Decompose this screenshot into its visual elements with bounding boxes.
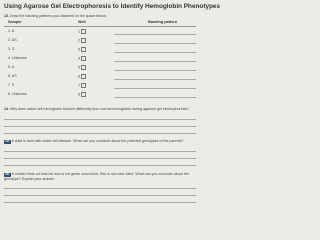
column-header-well: Well xyxy=(78,20,86,24)
well-box-icon xyxy=(81,38,86,43)
answer-line[interactable] xyxy=(4,133,196,134)
well-number: 3 xyxy=(78,47,80,52)
sample-label: 1. A xyxy=(8,29,15,33)
question-14 xyxy=(4,107,196,111)
question-13-number: 13. xyxy=(4,14,9,18)
question-16-text: A mother finds out that her son is not green color-blind. She is not color-blind. What can you conclude about her genotype? Explain your answer. xyxy=(4,172,189,181)
well-box-icon xyxy=(81,56,86,61)
well-label xyxy=(78,29,86,34)
sample-label: 7. S xyxy=(8,83,15,87)
answer-line[interactable] xyxy=(4,165,196,166)
answer-line[interactable] xyxy=(4,151,196,152)
well-label xyxy=(78,83,86,88)
table-row xyxy=(0,37,200,46)
banding-answer-line xyxy=(114,34,196,35)
well-number: 7 xyxy=(78,83,80,88)
banding-answer-line xyxy=(114,43,196,44)
page-title: Using Agarose Gel Electrophoresis to Identify Hemoglobin Phenotypes xyxy=(4,3,221,10)
table-row xyxy=(0,91,200,100)
sample-label: 4. Unknown xyxy=(8,56,27,60)
question-15 xyxy=(4,139,196,144)
well-number: 5 xyxy=(78,65,80,70)
answer-line[interactable] xyxy=(4,158,196,159)
well-box-icon xyxy=(81,92,86,97)
well-box-icon xyxy=(81,83,86,88)
well-label xyxy=(78,38,86,43)
question-13 xyxy=(4,14,107,18)
banding-answer-line xyxy=(114,79,196,80)
well-number: 1 xyxy=(78,29,80,34)
question-16-number: 16. xyxy=(5,172,10,176)
banding-answer-line xyxy=(114,52,196,53)
question-14-number: 14. xyxy=(4,107,9,111)
well-number: 4 xyxy=(78,56,80,61)
well-box-icon xyxy=(81,74,86,79)
banding-answer-line xyxy=(114,70,196,71)
question-15-number: 15. xyxy=(5,139,10,143)
column-header-banding-pattern: Banding pattern xyxy=(148,20,178,24)
question-13-text: Draw the banding patterns you obtained on the space below. xyxy=(10,14,107,18)
question-14-text: Why does sickle cell hemoglobin behave differently from normal hemoglobin during agarose gel electrophoresis? xyxy=(10,107,190,111)
answer-line[interactable] xyxy=(4,119,196,120)
well-label xyxy=(78,74,86,79)
column-header-sample: Sample xyxy=(8,20,22,24)
sample-label: 6. AS xyxy=(8,74,17,78)
answer-line[interactable] xyxy=(4,202,196,203)
banding-answer-line xyxy=(114,61,196,62)
table-row xyxy=(0,82,200,91)
well-label xyxy=(78,56,86,61)
banding-answer-line xyxy=(114,97,196,98)
table-row xyxy=(0,55,200,64)
well-box-icon xyxy=(81,29,86,34)
sample-label: 8. Unknown xyxy=(8,92,27,96)
answer-line[interactable] xyxy=(4,188,196,189)
sample-label: 5. A xyxy=(8,65,15,69)
well-label xyxy=(78,92,86,97)
question-15-text: A child is born with sickle cell disease. What can you conclude about the potential genotypes of the parents? xyxy=(11,139,184,143)
sample-label: 2. AS xyxy=(8,38,17,42)
table-row xyxy=(0,73,200,82)
question-16 xyxy=(4,172,196,181)
table-row xyxy=(0,28,200,37)
answer-line[interactable] xyxy=(4,126,196,127)
table-row xyxy=(0,64,200,73)
well-number: 2 xyxy=(78,38,80,43)
well-box-icon xyxy=(81,47,86,52)
banding-answer-line xyxy=(114,88,196,89)
well-number: 6 xyxy=(78,74,80,79)
well-box-icon xyxy=(81,65,86,70)
header-divider xyxy=(4,26,196,27)
well-label xyxy=(78,47,86,52)
well-number: 8 xyxy=(78,92,80,97)
table-row xyxy=(0,46,200,55)
well-label xyxy=(78,65,86,70)
answer-line[interactable] xyxy=(4,195,196,196)
sample-label: 3. S xyxy=(8,47,15,51)
